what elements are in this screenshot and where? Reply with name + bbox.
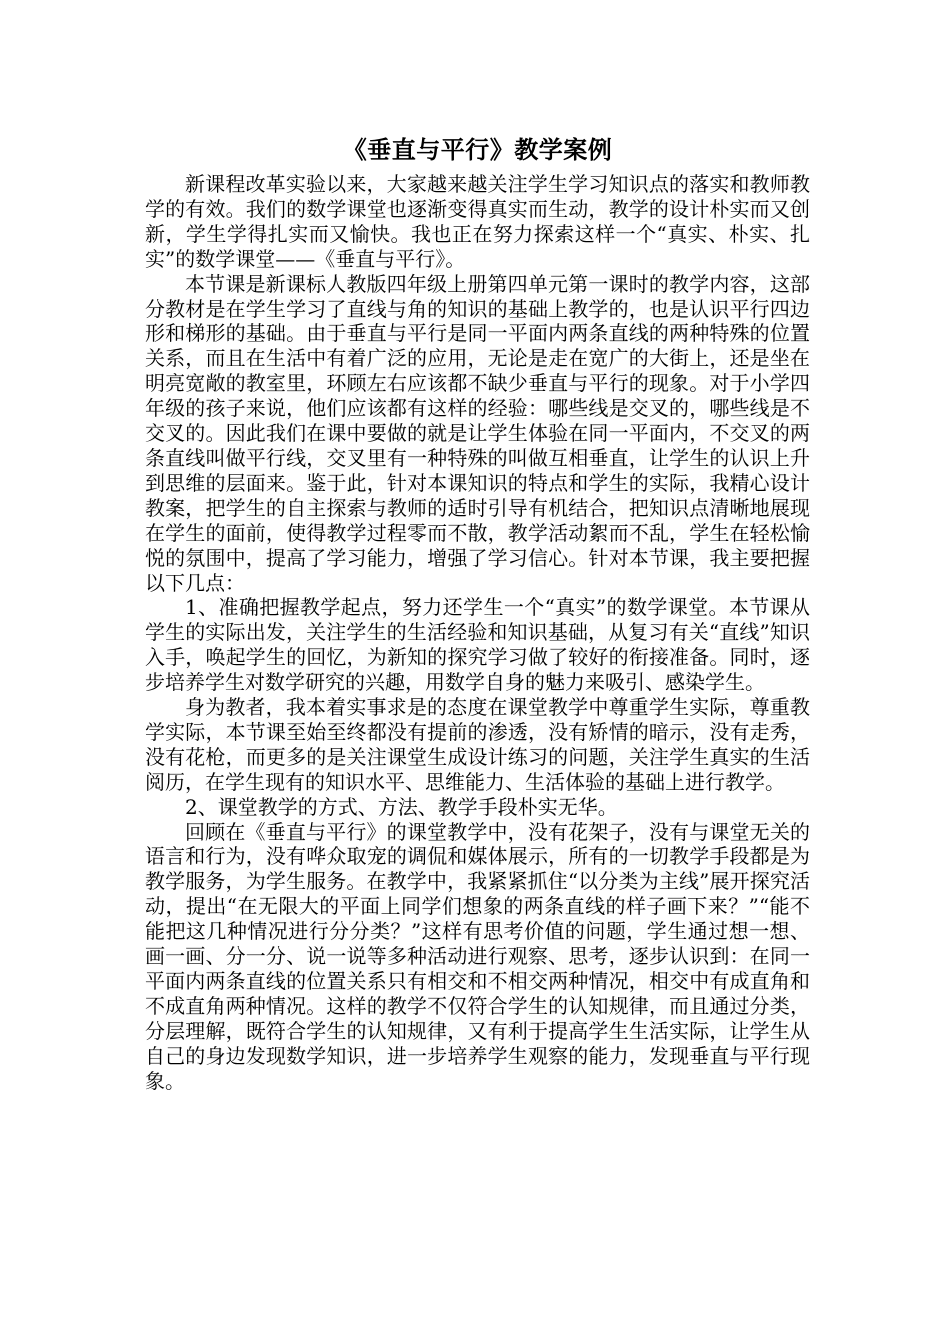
paragraph-intro: 新课程改革实验以来，大家越来越关注学生学习知识点的落实和教师教学的有效。我们的数学课堂也逐渐变得真实而生动，教学的设计朴实而又创新，学生学得扎实而又愉快。我也正在努力探索这样一个“真实、朴实、扎实”的数学课堂——《垂直与平行》。: [145, 172, 810, 271]
paragraph-point-1: 1、准确把握教学起点，努力还学生一个“真实”的数学课堂。本节课从学生的实际出发，关注学生的生活经验和知识基础，从复习有关“直线”知识入手，唤起学生的回忆，为新知的探究学习做了较好的衔接准备。同时，逐步培养学生对数学研究的兴趣，用数学自身的魅力来吸引、感染学生。: [145, 595, 810, 695]
document-title: 《垂直与平行》教学案例: [342, 135, 613, 164]
paragraph-lesson-overview: 本节课是新课标人教版四年级上册第四单元第一课时的教学内容，这部分教材是在学生学习了直线与角的知识的基础上教学的，也是认识平行四边形和梯形的基础。由于垂直与平行是同一平面内两条直线的两种特殊的位置关系，而且在生活中有着广泛的应用，无论是走在宽广的大街上，还是坐在明亮宽敞的教室里，环顾左右应该都不缺少垂直与平行的现象。对于小学四年级的孩子来说，他们应该都有这样的经验：哪些线是交叉的，哪些线是不交叉的。因此我们在课中要做的就是让学生体验在同一平面内，不交叉的两条直线叫做平行线，交叉里有一种特殊的叫做互相垂直，让学生的认识上升到思维的层面来。鉴于此，针对本课知识的特点和学生的实际，我精心设计教案，把学生的自主探索与教师的适时引导有机结合，把知识点清晰地展现在学生的面前，使得教学过程零而不散，教学活动絮而不乱，学生在轻松愉悦的氛围中，提高了学习能力，增强了学习信心。针对本节课，我主要把握以下几点：: [145, 271, 810, 595]
paragraph-point-2: 2、课堂教学的方式、方法、教学手段朴实无华。: [185, 794, 618, 819]
paragraph-review: 回顾在《垂直与平行》的课堂教学中，没有花架子，没有与课堂无关的语言和行为，没有哗众取宠的调侃和媒体展示，所有的一切教学手段都是为教学服务，为学生服务。在教学中，我紧紧抓住“以分类为主线”展开探究活动，提出“在无限大的平面上同学们想象的两条直线的样子画下来？”“能不能把这几种情况进行分分类？”这样有思考价值的问题，学生通过想一想、画一画、分一分、说一说等多种活动进行观察、思考，逐步认识到：在同一平面内两条直线的位置关系只有相交和不相交两种情况，相交中有成直角和不成直角两种情况。这样的教学不仅符合学生的认知规律，而且通过分类，分层理解，既符合学生的认知规律，又有利于提高学生生活实际，让学生从自己的身边发现数学知识，进一步培养学生观察的能力，发现垂直与平行现象。: [145, 819, 810, 1093]
document-body: [145, 172, 810, 1094]
document-page: [145, 128, 810, 1094]
paragraph-teacher-attitude: 身为教者，我本着实事求是的态度在课堂教学中尊重学生实际，尊重教学实际，本节课至始至终都没有提前的渗透，没有矫情的暗示，没有走秀，没有花枪，而更多的是关注课堂生成设计练习的问题，关注学生真实的生活阅历，在学生现有的知识水平、思维能力、生活体验的基础上进行教学。: [145, 695, 810, 794]
